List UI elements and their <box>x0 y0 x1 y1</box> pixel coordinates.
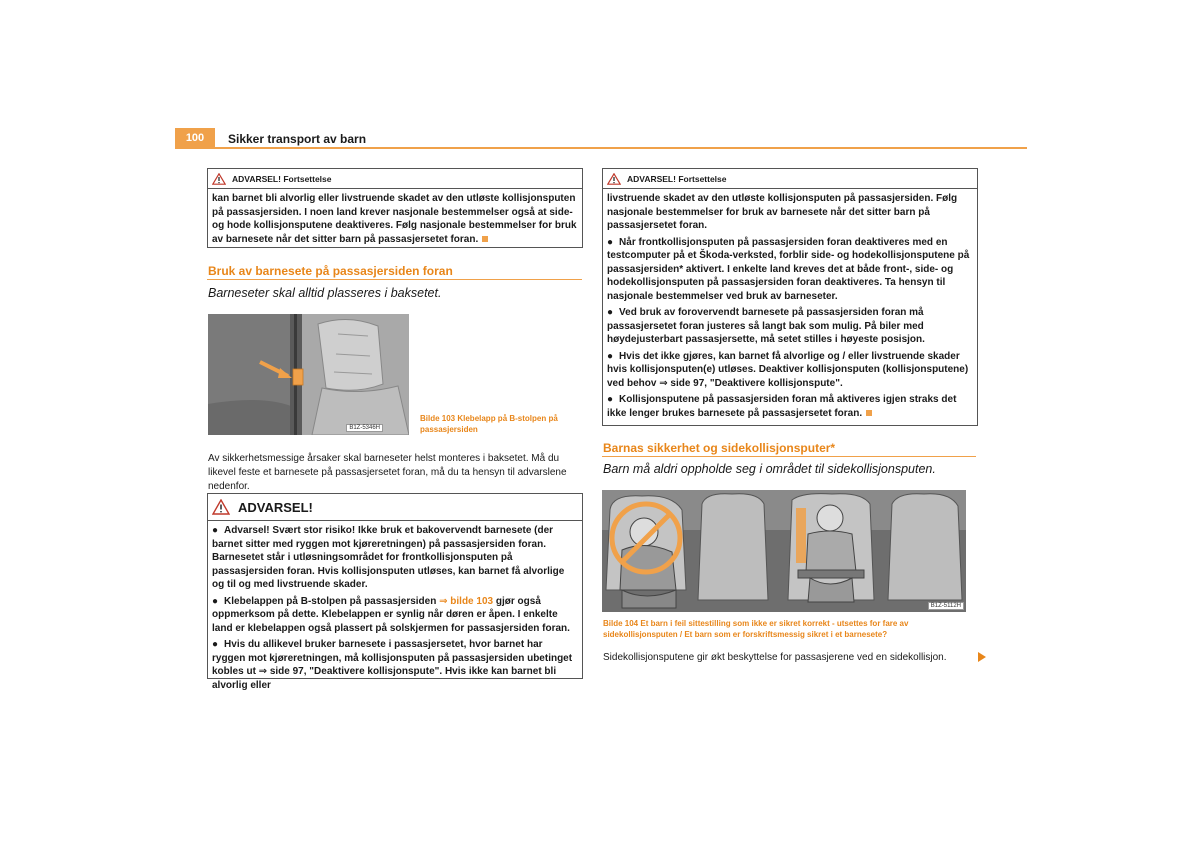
figure-code: B1Z-5346H <box>346 424 383 432</box>
warning-title: ADVARSEL! Fortsettelse <box>627 173 727 184</box>
warning-text: ● Advarsel! Svært stor risiko! Ikke bruk et bakovervendt barnesete (der barnet sitter med ryggen mot kjøreretningen) på passasjersiden foran. Barnesetet står i utløsningsområdet for frontkollisjonsputen på passasjersiden foran. Hvis kollisjonsputen utløses, kan barnet få alvorlige og til og med livstruende skader. ● Klebelappen på B-stolpen på passasjersiden ⇒ bilde 103 gjør også oppmerksom på dette. Klebelappen er synlig når døren er åpen. I enkelte land er klebelappen også plassert på solskjermen for passasjersiden foran. ● Hvis du allikevel bruker barnesete i passasjersetet, hvor barnet har ryggen mot kjøreretningen, må kollisjonsputen på passasjersiden ubetinget kobles ut ⇒ side 97, "Deaktivere kollisjonspute". Hvis ikke kan barnet bli alvorlig eller <box>212 525 573 691</box>
warning-header <box>603 169 977 189</box>
end-mark-icon <box>866 410 872 416</box>
section-title: Barnas sikkerhet og sidekollisjonsputer* <box>603 441 836 455</box>
continue-arrow-icon <box>978 652 986 662</box>
warning-title: ADVARSEL! <box>238 499 313 515</box>
car-interior-illustration <box>208 314 409 435</box>
warning-continuation-left <box>207 168 583 248</box>
warning-triangle-icon <box>212 499 230 515</box>
bullet-icon: ● <box>607 394 614 405</box>
figure-code: B1Z-5112H <box>928 602 964 610</box>
warning-continuation-right <box>602 168 978 426</box>
header-rule <box>175 147 1027 149</box>
warning-header <box>208 169 582 189</box>
figure-child-seating <box>602 490 966 612</box>
body-paragraph: Sidekollisjonsputene gir økt beskyttelse for passasjerene ved en sidekollisjon. <box>603 652 947 663</box>
warning-triangle-icon <box>212 173 226 185</box>
warning-text: kan barnet bli alvorlig eller livstruende skadet av den utløste kollisjonsputen på passasjersiden. I noen land krever nasjonale bestemmelser også at side- og hode kollisjonsputene deaktiveres. Følg nasjonale bestemmelser for bruk av barnesete når det sitter barn på passasjersetet foran. <box>212 193 577 245</box>
end-mark-icon <box>482 236 488 242</box>
figure-caption: Bilde 104 Et barn i feil sittestilling som ikke er sikret korrekt - utsettes for fare av sidekollisjonsputen / Et barn som er forskriftsmessig sikret i et barnesete? <box>603 619 909 639</box>
warning-header <box>208 494 582 521</box>
bullet-icon: ● <box>607 307 614 318</box>
bullet-icon: ● <box>212 595 219 607</box>
warning-box <box>207 493 583 691</box>
page-title: Sikker transport av barn <box>228 132 367 146</box>
figure-b-pillar-sticker <box>208 314 409 435</box>
page-number: 100 <box>175 128 215 148</box>
body-paragraph: Av sikkerhetsmessige årsaker skal barneseter helst monteres i baksetet. Må du likevel feste et barnesete på passasjersetet foran, må du ta hensyn til advarslene nedenfor. <box>208 453 567 492</box>
section-subtitle: Barn må aldri oppholde seg i området til sidekollisjonsputen. <box>603 462 936 476</box>
child-seating-illustration <box>602 490 966 612</box>
bullet-icon: ● <box>607 236 614 248</box>
bullet-icon: ● <box>212 525 219 536</box>
figure-caption: Bilde 103 Klebelapp på B-stolpen på passasjersiden <box>420 414 558 434</box>
section-subtitle: Barneseter skal alltid plasseres i baksetet. <box>208 286 442 300</box>
warning-triangle-icon <box>607 173 621 185</box>
bullet-icon: ● <box>212 639 219 650</box>
section-title: Bruk av barnesete på passasjersiden foran <box>208 264 453 278</box>
section-rule <box>207 279 582 280</box>
section-rule <box>602 456 976 457</box>
warning-text: livstruende skadet av den utløste kollisjonsputen på passasjersiden. Følg nasjonale bestemmelser for bruk av barnesete når det sitter barn på passasjersetet foran. ● Når frontkollisjonsputen på passasjersiden foran deaktiveres med en testcomputer på et Škoda-verksted, forblir side- og hodekollisjonsputene på passasjersiden* aktivert. I enkelte land kreves det at både front-, side- og hodekollisjonsputen på passasjersiden foran deaktiveres. Ta hensyn til nasjonale bestemmelser ved bruk av barneseter. ● Ved bruk av forovervendt barnesete på passasjersiden foran må passasjersetet foran justeres så langt bak som mulig. På biler med høydejusterbart passasjersette, må setet stilles i høyeste posisjon. ● Hvis det ikke gjøres, kan barnet få alvorlige og / eller livstruende skader hvis kollisjonsputen(e) utløses. Deaktiver kollisjonsputen (kollisjonsputene) ved behov ⇒ side 97, "Deaktivere kollisjonspute". ● Kollisjonsputene på passasjersiden foran må aktiveres igjen straks det ikke lenger brukes barnesete på passasjersetet foran. <box>607 193 970 419</box>
warning-title: ADVARSEL! Fortsettelse <box>232 173 332 184</box>
bullet-icon: ● <box>607 350 614 362</box>
figure-link[interactable]: ⇒ bilde 103 <box>439 595 494 607</box>
